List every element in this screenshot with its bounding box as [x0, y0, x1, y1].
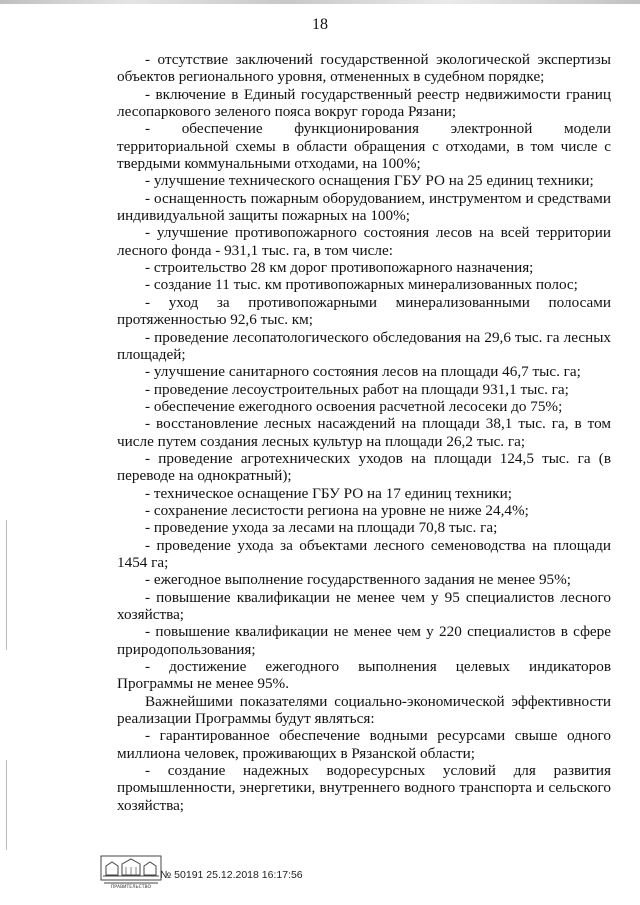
paragraph: - уход за противопожарными минерализованными полосами протяженностью 92,6 тыс. км; — [117, 293, 611, 329]
page-number: 18 — [312, 16, 328, 33]
paragraph: - проведение лесоустроительных работ на площади 931,1 тыс. га; — [145, 380, 569, 398]
paragraph: - отсутствие заключений государственной экологической экспертизы объектов регионального уровня, отмененных в судебном порядке; — [117, 51, 611, 86]
government-seal-icon — [100, 855, 162, 889]
paragraph: - улучшение санитарного состояния лесов на площади 46,7 тыс. га; — [145, 363, 581, 381]
paragraph: - строительство 28 км дорог противопожарного назначения; — [145, 259, 534, 277]
paragraph: - обеспечение функционирования электронной модели территориальной схемы в области обращения с отходами, в том числе с твердыми коммунальными отходами, на 100%; — [117, 120, 611, 173]
paragraph: - включение в Единый государственный реестр недвижимости границ лесопаркового зеленого пояса вокруг города Рязани; — [117, 85, 611, 121]
paragraph: - создание надежных водоресурсных условий для развития промышленности, энергетики, внутреннего водного транспорта и сельского хозяйства; — [117, 762, 611, 814]
document-body — [117, 51, 611, 814]
paragraph: - проведение агротехнических уходов на площади 124,5 тыс. га (в переводе на однократный); — [117, 449, 611, 485]
paragraph: - улучшение противопожарного состояния лесов на всей территории лесного фонда - 931,1 тыс. га, в том числе: — [117, 224, 611, 259]
paragraph: - проведение лесопатологического обследования на 29,6 тыс. га лесных площадей; — [117, 328, 611, 363]
paragraph: - повышение квалификации не менее чем у 220 специалистов в сфере природопользования; — [117, 623, 611, 658]
paragraph: - проведение ухода за лесами на площади 70,8 тыс. га; — [145, 519, 498, 537]
scan-margin-mark — [6, 520, 7, 650]
scan-margin-mark — [6, 760, 7, 850]
scan-top-edge — [0, 0, 640, 4]
registration-stamp: № 50191 25.12.2018 16:17:56 — [160, 869, 303, 881]
paragraph: - улучшение технического оснащения ГБУ РО на 25 единиц техники; — [145, 172, 594, 190]
paragraph: - обеспечение ежегодного освоения расчетной лесосеки до 75%; — [145, 397, 563, 415]
paragraph: Важнейшими показателями социально-экономической эффективности реализации Программы будут являться: — [117, 692, 611, 728]
paragraph: - повышение квалификации не менее чем у 95 специалистов лесного хозяйства; — [117, 588, 611, 623]
paragraph: - восстановление лесных насаждений на площади 38,1 тыс. га, в том числе путем создания лесных культур на площади 26,2 тыс. га; — [117, 415, 611, 450]
paragraph: - достижение ежегодного выполнения целевых индикаторов Программы не менее 95%. — [117, 658, 611, 693]
paragraph: - ежегодное выполнение государственного задания не менее 95%; — [145, 571, 572, 589]
paragraph: - проведение ухода за объектами лесного семеноводства на площади 1454 га; — [117, 536, 611, 571]
document-footer — [100, 855, 420, 895]
seal-caption: ПРАВИТЕЛЬСТВО — [110, 885, 152, 889]
paragraph: - техническое оснащение ГБУ РО на 17 единиц техники; — [145, 484, 513, 502]
paragraph: - сохранение лесистости региона на уровне не ниже 24,4%; — [145, 501, 529, 519]
paragraph: - оснащенность пожарным оборудованием, инструментом и средствами индивидуальной защиты пожарных на 100%; — [117, 189, 611, 225]
paragraph: - создание 11 тыс. км противопожарных минерализованных полос; — [145, 276, 578, 294]
paragraph: - гарантированное обеспечение водными ресурсами свыше одного миллиона человек, проживающих в Рязанской области; — [117, 727, 611, 762]
